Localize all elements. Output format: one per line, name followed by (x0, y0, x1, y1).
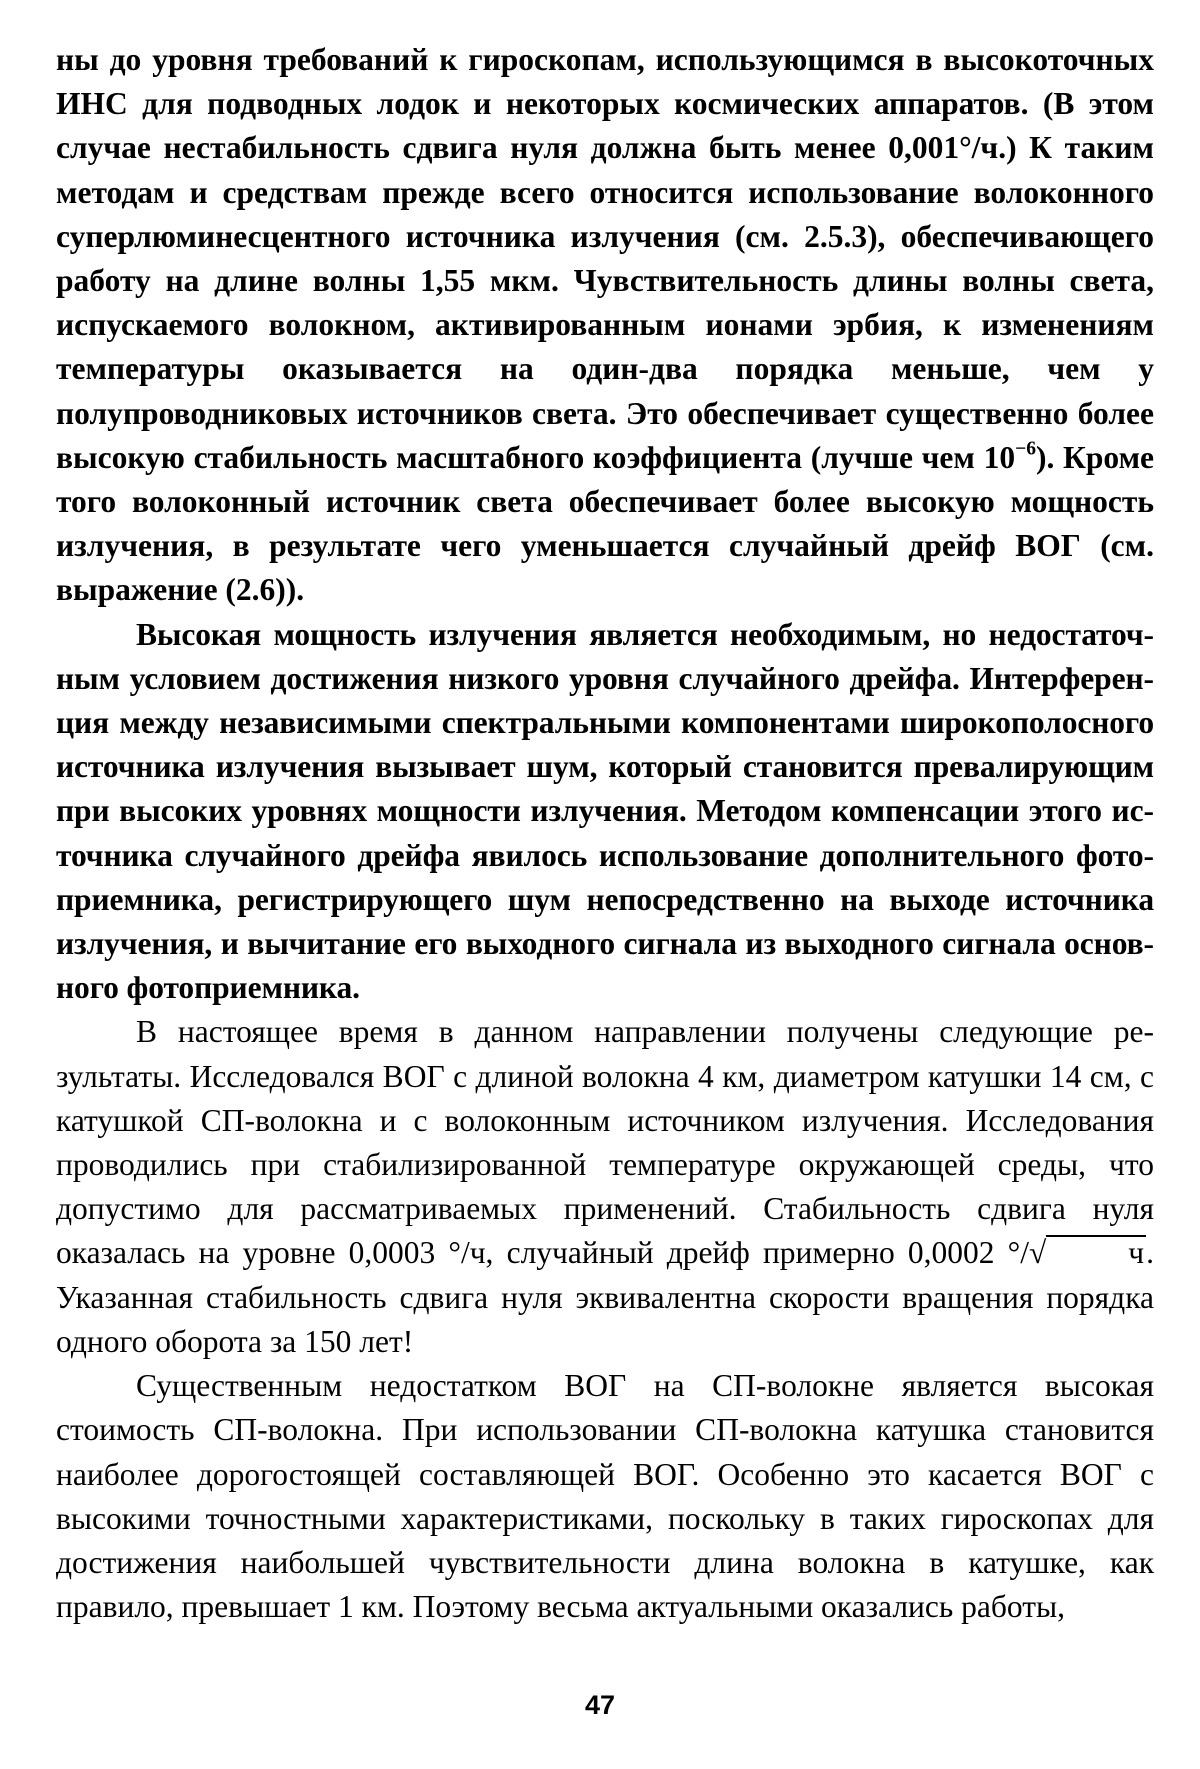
sqrt-radicand: ч (1046, 1235, 1146, 1269)
paragraph-2: Высокая мощность излучения является необходимым, но недостаточным условием достижения низкого уровня случайного дрейфа. Интерференция между независимыми спектральными компонентами широкополосного источника излучения вызывает шум, который становится превалирующим при высоких уровнях мощности излучения. Методом компенсации этого источника случайного дрейфа явилось использование дополнительного фотоприемника, регистрирующего шум непосредственно на выходе источника излучения, и вычитание его выходного сигнала из выходного сигнала основного фотоприемника. (56, 616, 1154, 1006)
paragraph-4: Существенным недостатком ВОГ на СП-волокне является высокая стоимость СП-волокна. При использовании СП-волокна катушка становится наиболее дорогостоящей составляющей ВОГ. Особенно это касается ВОГ с высокими точностными характеристиками, поскольку в таких гироскопах для достижения наибольшей чувствительности длина волокна в катушке, как правило, превышает 1 км. Поэтому весьма актуальными оказались работы, (56, 1368, 1154, 1625)
paragraph-1 (56, 38, 1154, 613)
paragraph-1-text-after: ). Кроме того волоконный источник света обеспечивает более высокую мощность излучения, в результате чего уменьшается случайный дрейф ВОГ (см. выражение (2.6)). (56, 439, 1155, 608)
power-of-ten: $10^{-6}$ (983, 438, 1036, 475)
sqrt-sign: √ (1028, 1235, 1047, 1271)
page-number: 47 (584, 1690, 616, 1720)
page-body (56, 38, 1154, 1629)
paragraph-3 (56, 1010, 1154, 1364)
paragraph-3-text-after: . Указанная стабильность сдвига нуля эквивалентна скорости вращения порядка одного оборота за 150 лет! (56, 1235, 1154, 1359)
exponent: −6 (1015, 438, 1036, 460)
paragraph-3-text: В настоящее время в данном направлении получены следующие результаты. Исследовался ВОГ с длиной волокна 4 км, диаметром катушки 14 см, с катушкой СП-волокна и с волоконным источником излучения. Исследования проводились при стабилизированной температуре окружающей среды, что допустимо для рассматриваемых применений. Стабильность сдвига нуля оказалась на уровне 0,0003 °/ч, случайный дрейф примерно 0,0002 °/ (56, 1014, 1154, 1271)
paragraph-1-text: ны до уровня требований к гироскопам, использующимся в высокоточных ИНС для подводных лодок и некоторых космических аппаратов. (В этом случае нестабильность сдвига нуля должна быть менее 0,001°/ч.) К таким методам и средствам прежде всего относится использование волоконного суперлюминесцентного источника излучения (см. 2.5.3), обеспечивающего работу на длине волны 1,55 мкм. Чувствительность длины волны света, испускаемого волокном, активированным ионами эрбия, к изменениям температуры оказывается на один-два порядка меньше, чем у полупроводниковых источников света. Это обеспечивает существенно более высокую стабильность масштабного коэффициента (лучше чем (56, 42, 1154, 475)
